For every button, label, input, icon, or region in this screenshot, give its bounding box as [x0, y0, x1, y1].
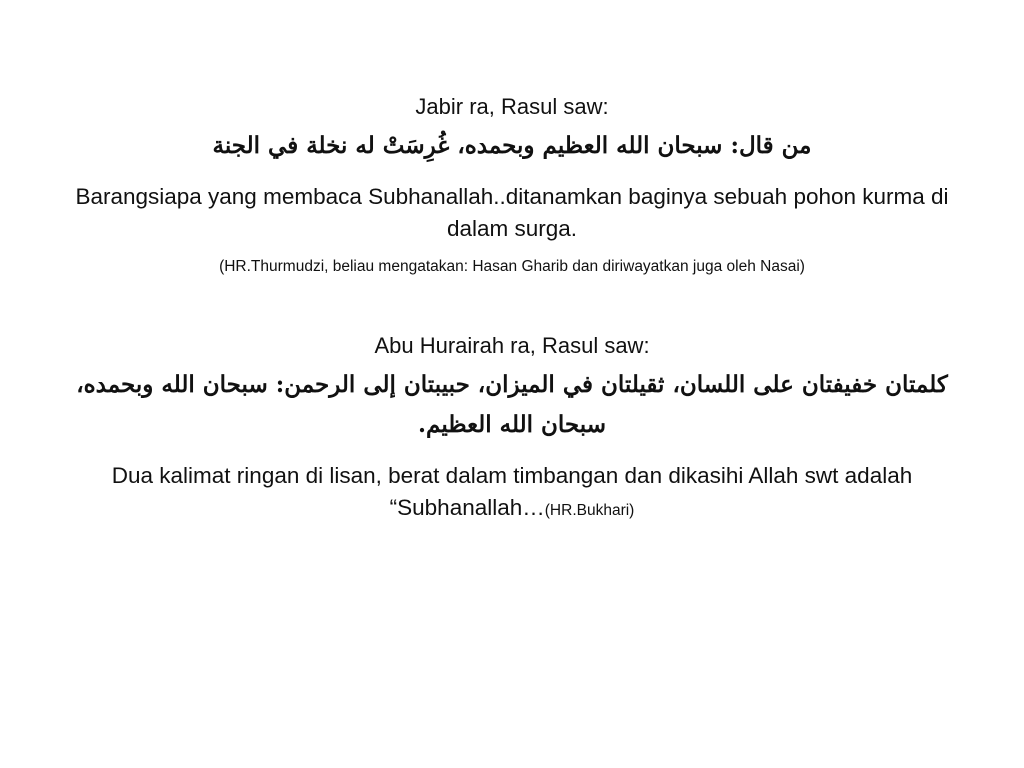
section2-arabic-text: كلمتان خفيفتان على اللسان، ثقيلتان في الميزان، حبيبتان إلى الرحمن: سبحان الله وبحمده، سبحان الله العظيم. [76, 371, 948, 438]
section2-reference: (HR.Bukhari) [544, 502, 635, 519]
section1-heading: Jabir ra, Rasul saw: [415, 94, 609, 119]
section1-translation: Barangsiapa yang membaca Subhanallah..ditanamkan baginya sebuah pohon kurma di dalam surga. [75, 184, 949, 241]
section2-translation [70, 460, 954, 527]
section1-reference: (HR.Thurmudzi, beliau mengatakan: Hasan Gharib dan diriwayatkan juga oleh Nasai) [219, 258, 805, 275]
section2-translation-text: Dua kalimat ringan di lisan, berat dalam timbangan dan dikasihi Allah swt adalah “Subhanallah… [111, 463, 913, 520]
section2-heading: Abu Hurairah ra, Rasul saw: [374, 333, 650, 358]
section1-arabic-text: من قال: سبحان الله العظيم وبحمده، غُرِسَتْ له نخلة في الجنة [212, 132, 812, 159]
